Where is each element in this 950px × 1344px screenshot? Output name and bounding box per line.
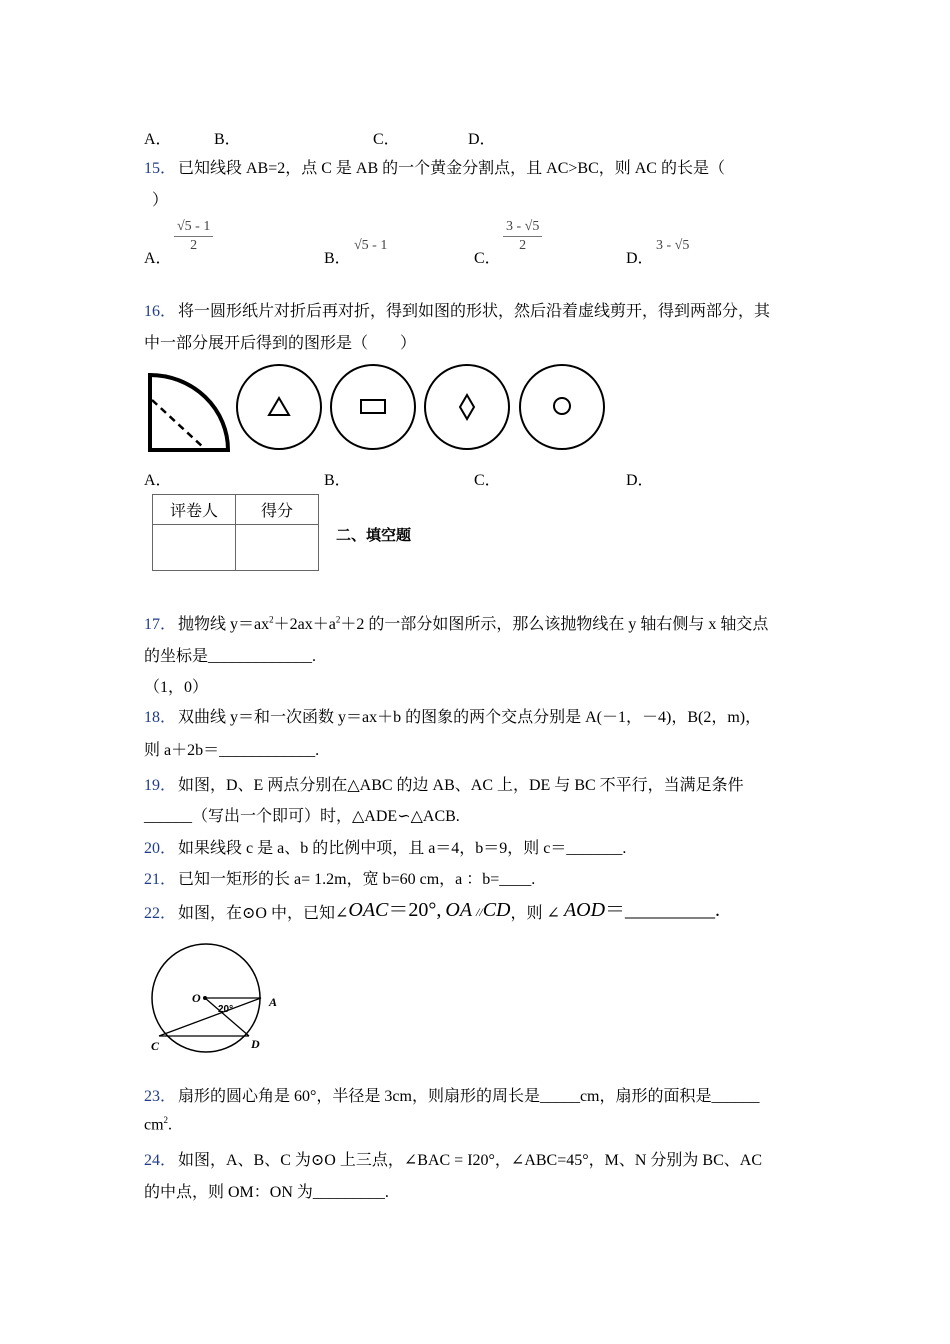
q15-text: 已知线段 AB=2，点 C 是 AB 的一个黄金分割点，且 AC>BC，则 AC 的长是（ [178, 160, 725, 177]
score-table-grader-cell[interactable] [153, 525, 236, 571]
q18-text-line2: 则 a＋2b＝____________. [144, 742, 320, 759]
q16-text-line2: 中一部分展开后得到的图形是（ ） [144, 335, 417, 352]
q16-figure [140, 360, 620, 460]
q17-text-line2: 的坐标是_____________. [144, 648, 317, 665]
q21-number: 21． [144, 871, 177, 888]
q14-option-a: A． [144, 131, 172, 148]
q15-option-b-value: √5 - 1 [354, 238, 388, 253]
q18-text-line1: 双曲线 y＝和一次函数 y＝ax＋b 的图象的两个交点分别是 A(－1，－4)，B(2，m)， [178, 709, 762, 726]
q22-figure [145, 942, 290, 1057]
q17-text-line1: 抛物线 $y=ax^2+2ax+a^2+2$ 的一部分如图所示，那么该抛物线在 y 轴右侧与 x 轴交点 [178, 614, 769, 633]
q14-option-d: D． [468, 131, 496, 148]
q23-number: 23． [144, 1088, 177, 1105]
q17-number: 17． [144, 616, 177, 633]
q15-option-c-fraction [503, 219, 542, 254]
q23-text-line1: 扇形的圆心角是 60°，半径是 3cm，则扇形的周长是_____cm，扇形的面积是______ [178, 1088, 760, 1105]
q16-option-d: D． [626, 472, 654, 489]
folded-paper-quarter-circle [150, 375, 228, 450]
q19-text-line1: 如图，D、E 两点分别在△ABC 的边 AB、AC 上，DE 与 BC 不平行，当满足条件 [178, 777, 744, 794]
q15-option-a: A． [144, 250, 172, 267]
q24-number: 24． [144, 1152, 177, 1169]
q22-text: 如图，在⊙O 中，已知∠OAC＝20°, OA //CD，则 ∠ AOD＝_________. [178, 899, 721, 922]
label-o: O [192, 991, 201, 1005]
score-table-score-cell[interactable] [236, 525, 319, 571]
score-table-score-header: 得分 [236, 495, 319, 525]
label-a: A [269, 995, 278, 1009]
q21-text: 已知一矩形的长 a= 1.2m，宽 b=60 cm，a ：b=____. [178, 871, 536, 888]
score-table-grader-header: 评卷人 [153, 495, 236, 525]
q18-number: 18． [144, 709, 177, 726]
option-c-circle-diamond [425, 365, 509, 449]
q15-option-a-denominator: 2 [190, 238, 198, 253]
q16-option-b: B． [324, 472, 351, 489]
q15-option-d: D． [626, 250, 654, 267]
q15-number: 15． [144, 160, 177, 177]
q15-text-cont: ） [152, 192, 169, 209]
q16-option-a: A． [144, 472, 172, 489]
q19-number: 19． [144, 777, 177, 794]
q15-option-c-denominator: 2 [519, 238, 527, 253]
q19-text-line2: ______（写出一个即可）时，△ADE∽△ACB. [144, 808, 460, 825]
option-a-circle-triangle [237, 365, 321, 449]
q15-option-a-numerator: √5 - 1 [177, 219, 211, 234]
q16-text-line1: 将一圆形纸片对折后再对折，得到如图的形状，然后沿着虚线剪开，得到两部分，其 [178, 303, 771, 320]
label-c: C [151, 1039, 160, 1053]
q15-option-a-fraction [174, 219, 213, 254]
q22-number: 22． [144, 905, 177, 922]
label-d: D [251, 1037, 260, 1051]
q14-option-c: C． [373, 131, 400, 148]
option-b-circle-rectangle [331, 365, 415, 449]
q15-option-b: B． [324, 250, 351, 267]
option-d-circle-circle [520, 365, 604, 449]
q24-text-line2: 的中点，则 OM：ON 为_________. [144, 1184, 389, 1201]
score-table [152, 494, 319, 571]
q17-answer: （1，0） [144, 679, 209, 696]
section-title: 二、填空题 [336, 526, 412, 544]
q16-number: 16． [144, 303, 177, 320]
q23-text-line2: $cm^2$. [144, 1115, 173, 1134]
q14-option-b: B． [214, 131, 241, 148]
angle-label: 20° [218, 1004, 234, 1015]
q20-number: 20． [144, 840, 177, 857]
q15-option-d-value: 3 - √5 [656, 238, 690, 253]
q15-option-c: C． [474, 250, 501, 267]
q20-text: 如果线段 c 是 a、b 的比例中项，且 a＝4，b＝9，则 c＝_______. [178, 840, 627, 857]
q24-text-line1: 如图，A、B、C 为⊙O 上三点，∠BAC = I20°，∠ABC=45°，M、N 分别为 BC、AC [178, 1152, 762, 1169]
q15-option-c-numerator: 3 - √5 [506, 219, 540, 234]
q16-option-c: C． [474, 472, 501, 489]
